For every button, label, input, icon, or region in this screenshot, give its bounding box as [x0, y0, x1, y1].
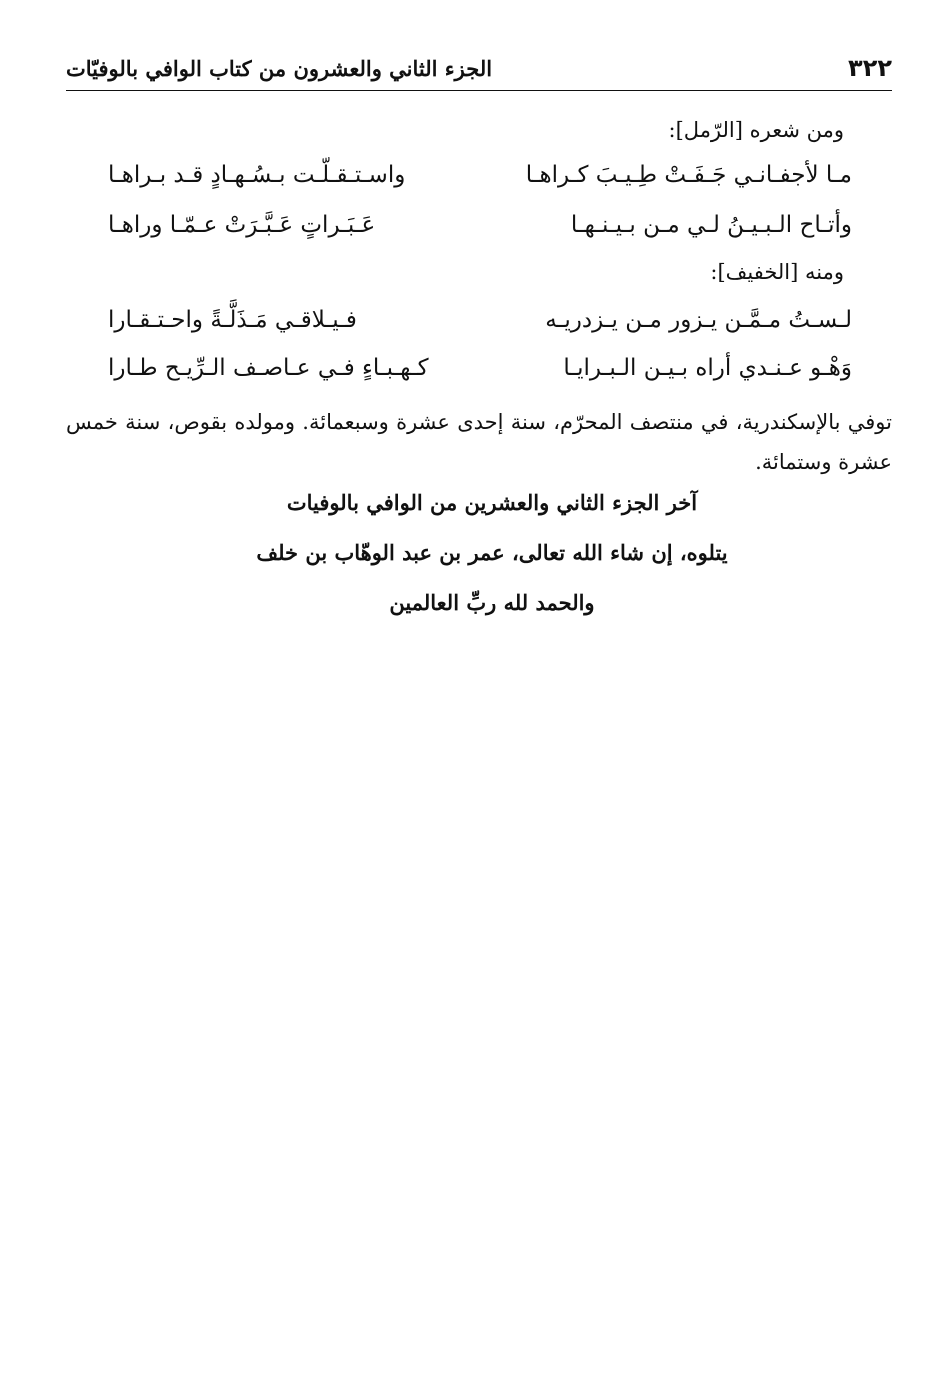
verse-line [108, 348, 852, 388]
page-number: ٣٢٢ [848, 54, 892, 82]
book-title: الجزء الثاني والعشرون من كتاب الوافي بالوفيّات [66, 55, 493, 81]
verse-second-hemistich: واسـتـقـلّـت بـسُـهـادٍ قـد بـراهـا [108, 162, 406, 188]
colophon-line: والحمد لله ربِّ العالمين [389, 590, 595, 615]
colophon-line: يتلوه، إن شاء الله تعالى، عمر بن عبد الوهّاب بن خلف [256, 540, 728, 565]
verse-line [108, 205, 852, 245]
colophon-line: آخر الجزء الثاني والعشرين من الوافي بالوفيات [286, 490, 698, 515]
poem-intro: ومنه [الخفيف]: [710, 260, 844, 284]
verse-second-hemistich: كـهـبـاءٍ فـي عـاصـف الـرِّيـح طـارا [108, 355, 429, 381]
verse-first-hemistich: لـسـتُ مـمَّـن يـزور مـن يـزدريـه [545, 307, 852, 333]
verse-first-hemistich: وَهْـو عـنـدي أراه بـيـن الـبـرايـا [563, 355, 852, 381]
verse-first-hemistich: مـا لأجفـانـي جَـفَـتْ طِـيـبَ كـراهـا [525, 162, 852, 188]
biography-paragraph: توفي بالإسكندرية، في منتصف المحرّم، سنة إحدى عشرة وسبعمائة. ومولده بقوص، سنة خمس عشرة وستمائة. [66, 410, 892, 474]
poem-intro: ومن شعره [الرّمل]: [668, 118, 844, 142]
running-header [66, 46, 892, 91]
verse-second-hemistich: عَـبَـراتٍ عَـبَّـرَتْ عـمّـا وراهـا [108, 212, 376, 238]
verse-line [108, 155, 852, 195]
verse-line [108, 300, 852, 340]
verse-second-hemistich: فـيـلاقـي مَـذَلَّـةً واحـتـقـارا [108, 307, 357, 333]
verse-first-hemistich: وأتـاح الـبـيـنُ لـي مـن بـيـنـهـا [570, 212, 852, 238]
